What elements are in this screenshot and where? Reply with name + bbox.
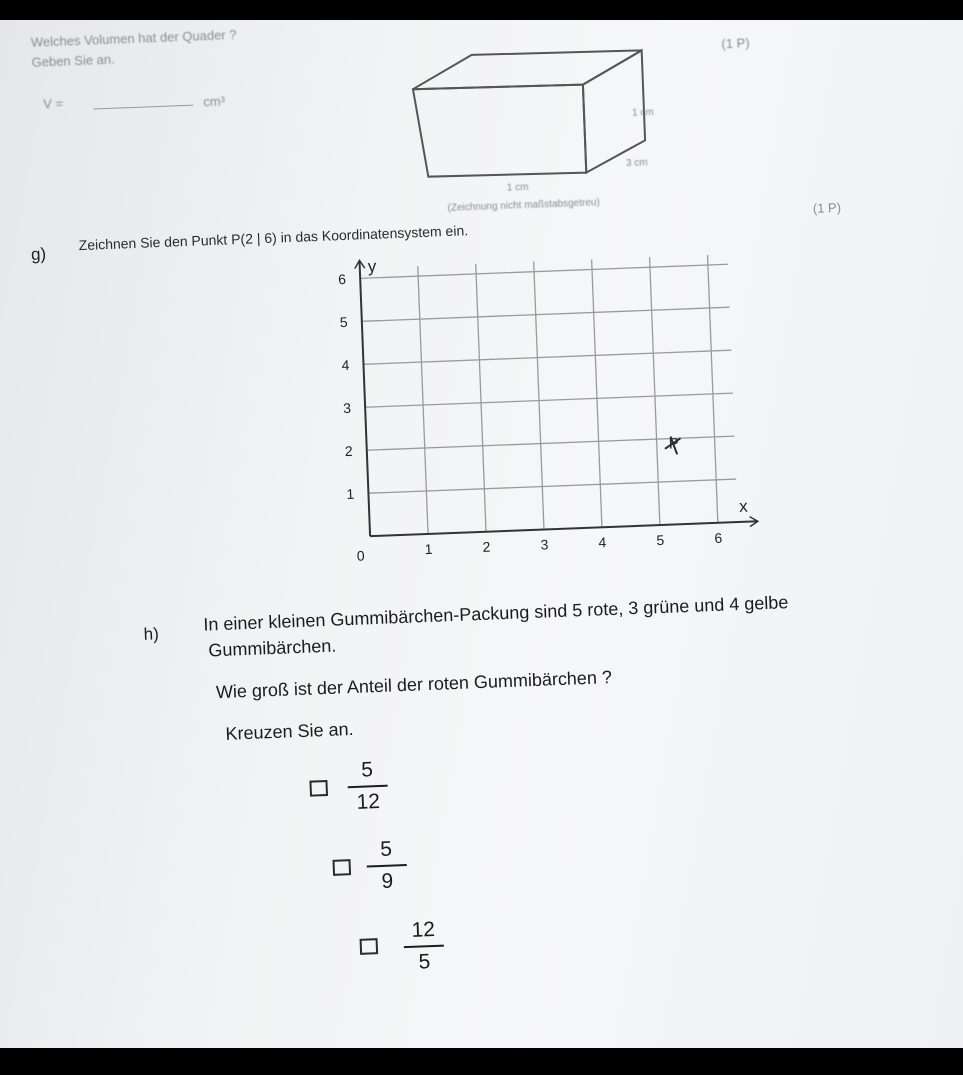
point-label: P bbox=[668, 435, 680, 453]
x-tick-label: 4 bbox=[598, 534, 607, 551]
option-1-fraction bbox=[345, 758, 391, 816]
volume-points: (1 P) bbox=[721, 35, 750, 52]
x-tick-label: 6 bbox=[714, 529, 723, 546]
grid-line-horizontal bbox=[360, 264, 728, 278]
grid-line-horizontal bbox=[362, 307, 730, 321]
cuboid-label-height: 1 cm bbox=[631, 106, 654, 119]
x-tick-label: 1 bbox=[424, 540, 433, 558]
grid-line-vertical bbox=[476, 264, 486, 532]
grid-line-horizontal bbox=[363, 350, 731, 364]
fraction-bar bbox=[367, 864, 407, 868]
question-g-label: g) bbox=[30, 244, 47, 264]
question-h-line1: In einer kleinen Gummibärchen-Packung sind 5 rote, 3 grüne und 4 gelbe bbox=[202, 592, 789, 635]
cuboid-label-depth: 3 cm bbox=[625, 157, 648, 170]
grid-line-vertical bbox=[708, 255, 718, 523]
option-1-denominator: 12 bbox=[356, 789, 381, 814]
grid-line-vertical bbox=[534, 262, 544, 530]
grid-line-horizontal bbox=[365, 393, 733, 407]
cuboid-figure bbox=[401, 39, 687, 210]
y-tick-label: 6 bbox=[337, 270, 347, 288]
y-tick-label: 3 bbox=[342, 399, 352, 417]
x-tick-label: 2 bbox=[482, 538, 491, 555]
question-h-question: Wie groß ist der Anteil der roten Gummibärchen ? bbox=[215, 667, 613, 703]
question-h-line2: Gummibärchen. bbox=[207, 635, 337, 661]
option-2-fraction bbox=[364, 837, 410, 895]
fraction-bar bbox=[348, 785, 388, 789]
worksheet-content bbox=[0, 20, 963, 1047]
question-h-instruction: Kreuzen Sie an. bbox=[225, 718, 354, 744]
question-h-label: h) bbox=[143, 624, 160, 644]
y-tick-label: 4 bbox=[341, 356, 350, 374]
option-2-denominator: 9 bbox=[381, 869, 394, 893]
fraction-bar bbox=[404, 945, 444, 949]
option-1-checkbox[interactable] bbox=[309, 780, 328, 797]
volume-answer-unit: cm³ bbox=[203, 93, 226, 110]
grid-line-horizontal bbox=[368, 479, 736, 493]
question-g-text: Zeichnen Sie den Punkt P(2 | 6) in das Koordinatensystem ein. bbox=[78, 222, 469, 254]
question-g-points: (1 P) bbox=[812, 199, 842, 216]
x-axis-label: x bbox=[738, 496, 749, 516]
grid-line-vertical bbox=[418, 266, 428, 534]
option-2-numerator: 5 bbox=[379, 837, 393, 862]
option-3-denominator: 5 bbox=[418, 950, 431, 974]
option-3-checkbox[interactable] bbox=[360, 938, 379, 955]
y-tick-label: 2 bbox=[344, 442, 353, 460]
option-1-numerator: 5 bbox=[360, 758, 374, 782]
volume-question-line1: Welches Volumen hat der Quader ? bbox=[30, 26, 237, 50]
origin-label: 0 bbox=[356, 547, 365, 564]
option-3-fraction bbox=[401, 918, 447, 976]
worksheet-page bbox=[0, 20, 963, 1048]
x-tick-label: 3 bbox=[540, 536, 549, 553]
volume-answer-line bbox=[93, 105, 193, 110]
y-axis bbox=[359, 260, 370, 536]
grid-line-vertical bbox=[592, 259, 602, 527]
y-axis-label: y bbox=[367, 256, 377, 277]
option-3-numerator: 12 bbox=[411, 917, 436, 942]
coordinate-system bbox=[279, 229, 811, 579]
x-tick-label: 5 bbox=[656, 531, 665, 549]
y-tick-label: 1 bbox=[346, 485, 355, 503]
y-tick-label: 5 bbox=[339, 313, 348, 331]
option-2-checkbox[interactable] bbox=[332, 859, 351, 876]
cuboid-front-face bbox=[413, 83, 586, 179]
cuboid-label-width: 1 cm bbox=[506, 181, 529, 194]
volume-answer-prefix: V = bbox=[42, 95, 64, 112]
volume-question-line2: Geben Sie an. bbox=[31, 51, 115, 70]
grid-line-vertical bbox=[650, 257, 660, 525]
cuboid-caption: (Zeichnung nicht maßstabsgetreu) bbox=[447, 197, 600, 214]
